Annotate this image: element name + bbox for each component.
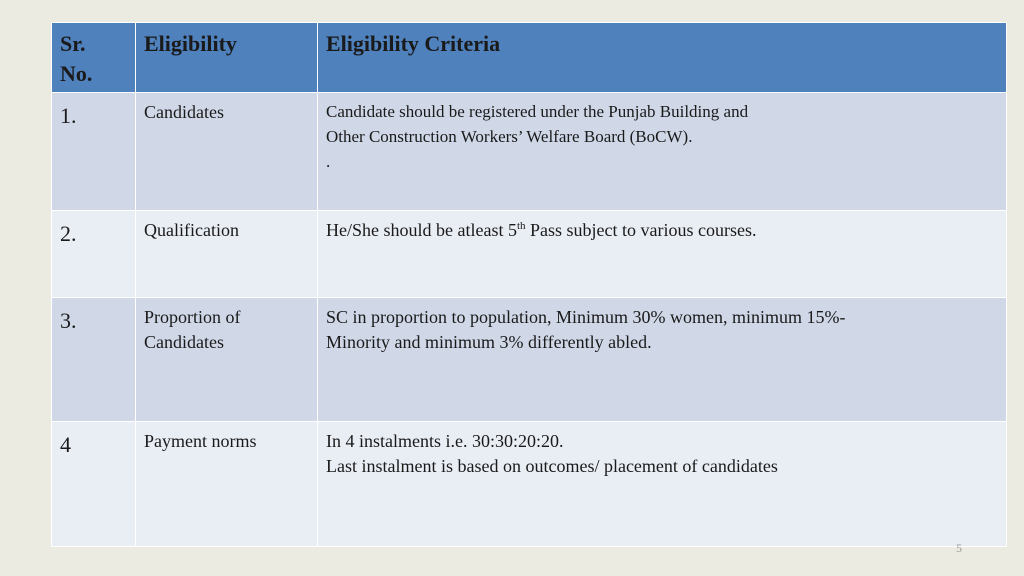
header-eligibility-label: Eligibility bbox=[144, 31, 237, 56]
criteria-text bbox=[318, 93, 1006, 174]
header-criteria-label: Eligibility Criteria bbox=[326, 31, 501, 56]
table-row bbox=[52, 422, 1007, 547]
header-sr-no bbox=[52, 23, 136, 93]
table-row bbox=[52, 93, 1007, 211]
eligibility-cell bbox=[136, 298, 318, 422]
sr-cell bbox=[52, 298, 136, 422]
criteria-post: Pass subject to various courses. bbox=[525, 220, 757, 240]
sr-cell bbox=[52, 211, 136, 298]
criteria-line: In 4 instalments i.e. 30:30:20:20. bbox=[326, 431, 564, 451]
criteria-cell bbox=[318, 422, 1007, 547]
criteria-line: . bbox=[326, 152, 331, 171]
eligibility-label: Candidates bbox=[144, 102, 224, 122]
criteria-line: SC in proportion to population, Minimum 30% women, minimum 15%- bbox=[326, 307, 846, 327]
sr-number: 1. bbox=[60, 103, 77, 128]
table-row bbox=[52, 211, 1007, 298]
criteria-text bbox=[318, 211, 1006, 243]
criteria-cell bbox=[318, 93, 1007, 211]
eligibility-table bbox=[51, 22, 1007, 547]
criteria-cell bbox=[318, 211, 1007, 298]
criteria-line: Candidate should be registered under the Punjab Building and bbox=[326, 102, 749, 121]
header-eligibility bbox=[136, 23, 318, 93]
criteria-text bbox=[318, 298, 1006, 355]
criteria-cell bbox=[318, 298, 1007, 422]
sr-number: 2. bbox=[60, 221, 77, 246]
eligibility-cell bbox=[136, 211, 318, 298]
criteria-line: Minority and minimum 3% differently abled. bbox=[326, 332, 652, 352]
page-number: 5 bbox=[956, 541, 962, 555]
criteria-text bbox=[318, 422, 1006, 479]
criteria-superscript: th bbox=[516, 220, 526, 232]
sr-number: 4 bbox=[60, 432, 71, 457]
sr-number: 3. bbox=[60, 308, 77, 333]
sr-cell bbox=[52, 93, 136, 211]
criteria-line: Last instalment is based on outcomes/ placement of candidates bbox=[326, 456, 778, 476]
header-criteria bbox=[318, 23, 1007, 93]
eligibility-label: Qualification bbox=[144, 220, 239, 240]
table-row bbox=[52, 298, 1007, 422]
eligibility-cell bbox=[136, 422, 318, 547]
header-sr-no-label: Sr. No. bbox=[60, 31, 93, 86]
sr-cell bbox=[52, 422, 136, 547]
eligibility-label: Proportion of Candidates bbox=[144, 307, 241, 352]
eligibility-label: Payment norms bbox=[144, 431, 257, 451]
eligibility-cell bbox=[136, 93, 318, 211]
table-header-row bbox=[52, 23, 1007, 93]
criteria-pre: He/She should be atleast 5 bbox=[326, 220, 517, 240]
criteria-line: Other Construction Workers’ Welfare Board (BoCW). bbox=[326, 127, 693, 146]
